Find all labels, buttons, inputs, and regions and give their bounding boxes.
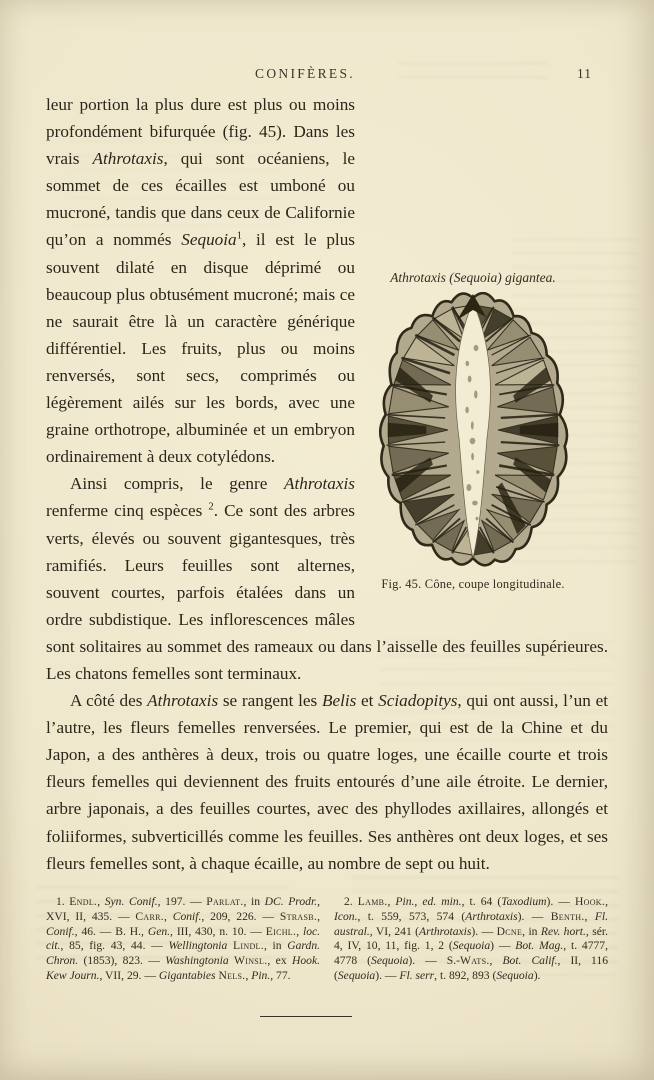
figure-cone [365,269,581,592]
running-title: CONIFÈRES. [255,66,355,81]
section-end-rule [260,1016,352,1017]
paragraph: Ainsi compris, le genre Athrotaxis renferme cinq espèces $^2$. Ce sont des arbres verts, élevés ou souvent gigantesques, très ramifiés. Leurs feuilles sont alternes, souvent courtes, parfois étalées dans un ordre subdistique. Les inflorescences mâles sont solitaires au sommet des rameaux ou dans l’aisselle des feuilles supérieures. Les chatons femelles sont terminaux. [46,474,608,683]
figure-caption-top: Athrotaxis (Sequoia) gigantea. [390,270,556,285]
footnote-2: 2. Lamb., Pin., ed. min., t. 64 (Taxodium). — Hook., Icon., t. 559, 573, 574 (Arthrotaxis). — Benth., Fl. austral., VI, 241 (Arthrotaxis). — Dcne, in Rev. hort., sér. 4, IV, 10, 11, fig. 1, 2 (Sequoia) — Bot. Mag., t. 4777, 4778 (Sequoia). — S.-Wats., Bot. Calif., II, 116 (Sequoia). — Fl. serr, t. 892, 893 (Sequoia). [334,894,609,983]
footnote-1: 1. Endl., Syn. Conif., 197. — Parlat., in DC. Prodr., XVI, II, 435. — Carr., Conif., 209, 226. — Strasb., Conif., 46. — B. H., Gen., III, 430, n. 10. — Eichl., loc. cit., 85, fig. 43, 44. — Wellingtonia Lindl., in Gardn. Chron. (1853), 823. — Washingtonia Winsl., ex Hook. Kew Journ., VII, 29. — Gigantabies Nels., Pin., 77. [46,894,321,983]
page-content [46,66,608,1017]
figure-caption-bottom: Fig. 45. Cône, coupe longitudinale. [381,577,565,591]
body-text [46,91,608,877]
footnotes [46,895,608,984]
paragraph: A côté des Athrotaxis se rangent les Belis et Sciadopitys, qui ont aussi, l’un et l’autre, les fleurs femelles renversées. Le premier, qui est de la Chine et du Japon, a des anthères à deux, trois ou quatre loges, une écaille courte et trois fleurs femelles qui deviennent des fruits entourés d’une aile étroite. Le dernier, arbre japonais, a des feuilles courtes, avec des phyllodes axillaires, allongés et foliiformes, subverticillés comme les feuilles. Ses anthères ont deux loges, et ses fleurs femelles sont, à chaque écaille, au nombre de sept ou huit. [46,691,608,873]
page-number: 11 [577,66,592,81]
paragraph: leur portion la plus dure est plus ou moins profondément bifurquée (fig. 45). Dans les vrais Athrotaxis, qui sont océaniens, le sommet de ces écailles est umboné ou mucroné, tandis que dans ceux de Californie qu’on a nommés Sequoia$^1$, il est le plus souvent dilaté en disque déprimé ou beaucoup plus obtusément mucroné; mais ce ne saurait être là un caractère générique différentiel. Les fruits, plus ou moins renversés, sont secs, comprimés ou légèrement ailés sur les bords, avec une graine orthotrope, albuminée et un embryon ordinairement à deux cotylédons. [46,95,355,467]
cone-longitudinal-section-illustration [365,292,581,568]
page-header [46,66,608,84]
